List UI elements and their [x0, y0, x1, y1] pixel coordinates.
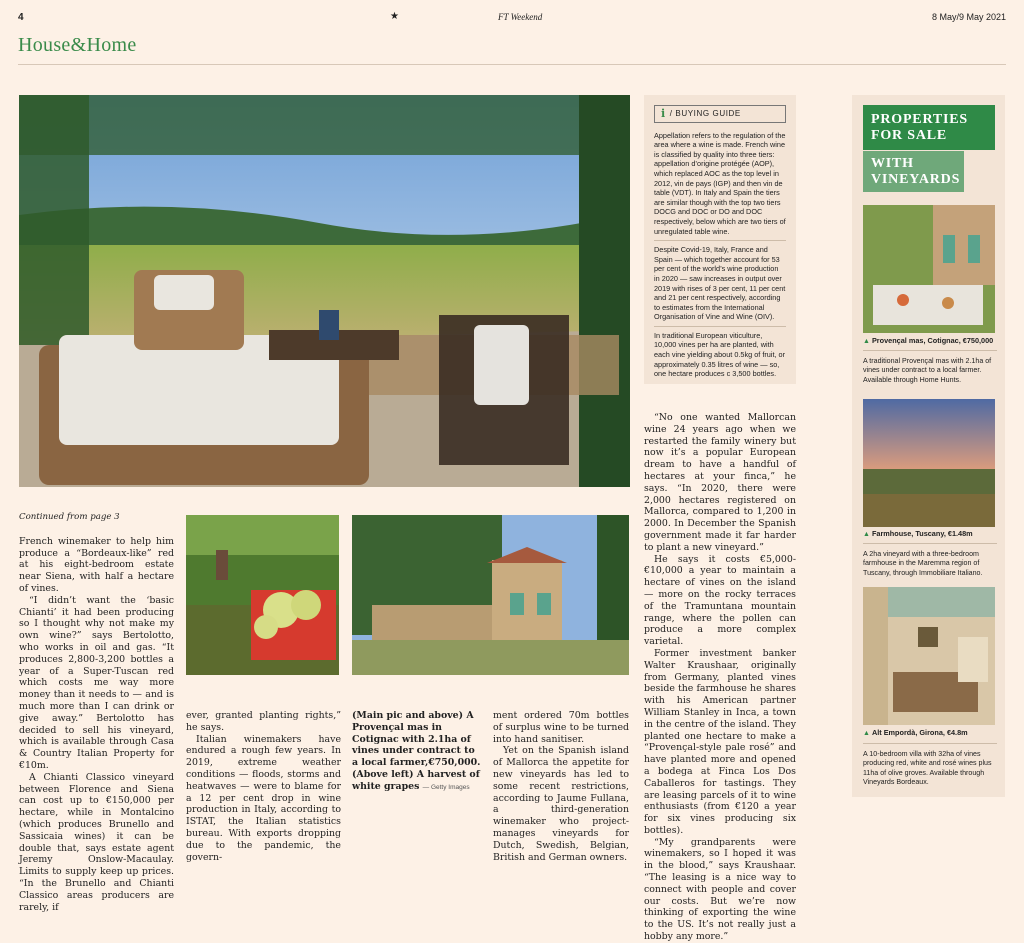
property-photo-cotignac	[863, 205, 995, 333]
photo-provencal-mas	[352, 515, 629, 675]
star-icon: ★	[390, 11, 399, 22]
body-paragraph: French winemaker to help him produce a “Bordeaux-like” red at his eight-bedroom estate near Siena, with half a hectare of vines.	[19, 535, 174, 594]
body-column-5	[644, 412, 796, 943]
photo-credit: — Getty Images	[422, 783, 470, 791]
body-paragraph: ever, granted planting rights,” he says.	[186, 710, 341, 733]
body-paragraph: He says it costs €5,000-€10,000 a year to maintain a hectare of vines on the island — more on the rocky terraces of the Tramuntana mountain range, where the pollen can produce a more complex varietal.	[644, 553, 796, 648]
body-column-2	[186, 710, 341, 863]
property-description: A traditional Provençal mas with 2.1ha of vines under contract to a local farmer. Available through Home Hunts.	[863, 350, 997, 385]
properties-title: PROPERTIES FOR SALE	[863, 105, 995, 150]
triangle-icon: ▲	[863, 338, 870, 345]
issue-date: 8 May/9 May 2021	[931, 12, 1006, 22]
triangle-icon: ▲	[863, 730, 870, 737]
guide-paragraph: Appellation refers to the regulation of the area where a wine is made. French wine is classified by quality into three tiers: appellation d’origine protégée (AOP), which replaced AOC as the top level in 2012, vin de pays (IGP) and then vin de table (VDT). In Italy and Spain the tiers are similar though with the top two tiers DOCG and DOC or DO and DOC respectively, below which are two tiers of unregulated table wine.	[654, 131, 786, 242]
page-number: 4	[18, 12, 24, 23]
properties-sidebar	[852, 95, 1005, 797]
properties-subtitle: WITH VINEYARDS	[863, 151, 964, 192]
triangle-icon: ▲	[863, 531, 870, 538]
property-description: A 10-bedroom villa with 32ha of vines producing red, white and rosé wines plus 11ha of olive groves. Available through Vineyards Bordeaux.	[863, 743, 997, 788]
buying-guide-box	[644, 95, 796, 384]
body-paragraph: Yet on the Spanish island of Mallorca the appetite for new vineyards has led to some recent restrictions, according to Jaume Fullana, a third-generation winemaker who project-manages vineyards for Dutch, Swedish, Belgian, British and German owners.	[493, 745, 629, 863]
buying-guide-label: / BUYING GUIDE	[669, 109, 741, 118]
info-icon: i	[661, 107, 666, 120]
section-title: House&Home	[18, 34, 137, 56]
body-paragraph: A Chianti Classico vineyard between Florence and Siena can cost up to €150,000 per hectare, while in Montalcino (which produces Brunello and Sassicaia wines) it can be double that, says estate agent Jeremy Onslow-Macaulay. Limits to supply keep up prices. “In the Brunello and Chianti Classico areas producers are rarely, if	[19, 771, 174, 913]
body-paragraph: “My grandparents were winemakers, so I hoped it was in the blood,” says Kraushaar. “The leasing is a nice way to connect with people and cover our costs. But we’re now thinking of exporting the wine to the US. It’s not really just a hobby any more.”	[644, 836, 796, 943]
body-paragraph: ment ordered 70m bottles of surplus wine to be turned into hand sanitiser.	[493, 710, 629, 745]
main-photo-terrace	[19, 95, 630, 487]
body-paragraph: Italian winemakers have endured a rough few years. In 2019, extreme weather conditions — floods, storms and heatwaves — were to blame for a 12 per cent drop in wine production in Italy, according to ISTAT, the Italian statistics bureau. With exports dropping due to the pandemic, the govern-	[186, 733, 341, 863]
body-column-1	[19, 512, 174, 913]
property-description: A 2ha vineyard with a three-bedroom farmhouse in the Maremma region of Tuscany, through Immobiliare Italiano.	[863, 543, 997, 578]
guide-paragraph: Despite Covid-19, Italy, France and Spain — which together account for 53 per cent of the world’s wine production in 2020 — saw increases in output over 2019 with rises of 3 per cent, 11 per cent and 21 per cent respectively, according to estimates from the International Organisation of Vine and Wine (OIV).	[654, 245, 786, 327]
header-rule	[18, 64, 1006, 65]
body-paragraph: Former investment banker Walter Kraushaar, originally from Germany, planted vines beside the farmhouse he shares with his American partner William Stanley in Inca, a town in the centre of the island. They planted one hectare to make a “Provençal-style pale rosé” and have planted more and opened a bodega at Finca Los Dos Caballeros for tastings. They are leasing parcels of it to wine enthusiasts (from €120 a year for six vines producing six bottles).	[644, 647, 796, 836]
property-photo-girona	[863, 587, 995, 725]
body-column-4	[493, 710, 629, 863]
body-paragraph: “I didn’t want the ‘basic Chianti’ it had been producing so I thought why not make my own wine?” says Bertolotto, who works in oil and gas. “It produces 2,800-3,200 bottles a year of a Super-Tuscan red which costs me way more money than it needs to — and is much more than I can drink or give away.” Bertolotto has decided to sell his vineyard, which is available through Casa & Country Italian Property for €10m.	[19, 594, 174, 771]
caption-text: (Main pic and above) A Provençal mas in Cotignac with 2.1ha of vines under contract to a local farmer,€750,000. (Above left) A harvest of white grapes	[352, 710, 481, 792]
page-folio	[18, 12, 1006, 26]
property-label: ▲ Provençal mas, Cotignac, €750,000	[863, 336, 994, 345]
property-label: ▲ Farmhouse, Tuscany, €1.48m	[863, 529, 973, 538]
continued-note: Continued from page 3	[19, 512, 120, 522]
newspaper-name: FT Weekend	[498, 12, 543, 22]
photo-caption	[352, 710, 484, 794]
buying-guide-tag	[654, 105, 786, 123]
guide-paragraph: In traditional European viticulture, 10,000 vines per ha are planted, with each vine yielding about 0.5kg of fruit, or approximately 0.35 litres of wine — so, one hectare produces c 3,500 bottles.	[654, 330, 786, 379]
body-paragraph: “No one wanted Mallorcan wine 24 years ago when we restarted the family winery but now it’s a popular European dream to have a handful of hectares at your finca,” he says. “In 2020, there were 2,000 hectares registered on Mallorca, compared to 1,200 in 2000. In December the Spanish government made it far harder to plant a new vineyard.”	[644, 412, 796, 553]
photo-grape-harvest	[186, 515, 339, 675]
property-label: ▲ Alt Empordà, Girona, €4.8m	[863, 728, 968, 737]
property-photo-tuscany	[863, 399, 995, 527]
